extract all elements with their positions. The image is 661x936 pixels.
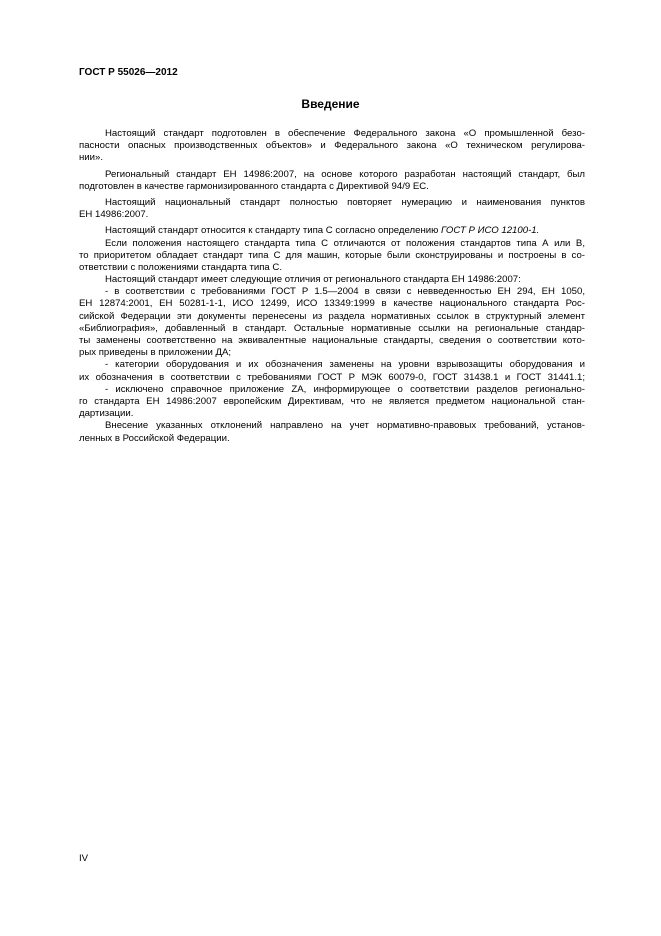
text-line: нии». [79, 152, 104, 164]
text-line: их обозначения в соответствии с требованиями ГОСТ Р МЭК 60079-0, ГОСТ 31438.1 и ГОСТ 31441.1; [79, 371, 585, 383]
paragraph [79, 225, 585, 274]
text-line: Если положения настоящего стандарта типа С отличаются от положения стандартов типа А или В, [105, 237, 585, 249]
paragraph [79, 197, 585, 221]
page-number: IV [79, 853, 89, 864]
text-line: ЕН 12874:2001, ЕН 50281-1-1, ИСО 12499, ИСО 13349:1999 в качестве национального стандарта Рос- [79, 298, 585, 310]
text-line: дартизации. [79, 408, 134, 420]
text-line [79, 225, 585, 237]
paragraph [79, 128, 585, 165]
text-line: Настоящий стандарт подготовлен в обеспечение Федерального закона «О промышленной безо- [105, 128, 585, 139]
paragraph [79, 274, 585, 445]
document-id: ГОСТ Р 55026—2012 [79, 67, 178, 78]
section-title: Введение [301, 97, 360, 111]
text-line: рых приведены в приложении ДА; [79, 347, 232, 359]
text-line: «Библиография», добавленный в стандарт. Остальные нормативные ссылки на региональные стандар- [79, 322, 585, 334]
text-line: - исключено справочное приложение ZA, информирующее о соответствии разделов регионально- [105, 383, 585, 395]
text-line: то приоритетом обладает стандарт типа С для машин, которые были сконструированы и построены в со- [79, 249, 585, 261]
text-line: Региональный стандарт ЕН 14986:2007, на основе которого разработан настоящий стандарт, был [105, 168, 585, 180]
text-line: го стандарта ЕН 14986:2007 европейским Директивам, что не является предметом национальной стан- [79, 395, 585, 407]
standard-reference: ГОСТ Р ИСО 12100-1. [441, 225, 540, 237]
text-run: Настоящий стандарт относится к стандарту типа С согласно определению [105, 225, 442, 237]
text-line: подготовлен в качестве гармонизированного стандарта с Директивой 94/9 ЕС. [79, 180, 429, 192]
paragraph [79, 169, 585, 193]
document-body [79, 128, 585, 445]
text-line: Внесение указанных отклонений направлено на учет нормативно-правовых требований, установ- [105, 420, 585, 432]
text-line: ответствии с положениями стандарта типа С. [79, 261, 283, 273]
text-line: пасности опасных производственных объектов» и Федерального закона «О техническом регулирова- [79, 140, 585, 152]
text-line: Настоящий национальный стандарт полностью повторяет нумерацию и наименования пунктов [105, 196, 585, 208]
text-line: сийской Федерации эти документы перенесены из раздела нормативных ссылок в структурный элемент [79, 310, 585, 322]
text-line: Настоящий стандарт имеет следующие отличия от регионального стандарта ЕН 14986:2007: [105, 274, 521, 286]
text-line: ЕН 14986:2007. [79, 209, 149, 221]
text-line: - в соответствии с требованиями ГОСТ Р 1.5—2004 в связи с невведенностью ЕН 294, ЕН 1050, [105, 286, 585, 298]
text-line: ленных в Российской Федерации. [79, 432, 230, 444]
text-line: - категории оборудования и их обозначения заменены на уровни взрывозащиты оборудования и [105, 359, 585, 371]
text-line: ты заменены соответственно на эквивалентные национальные стандарты, сведения о соответствии кото- [79, 335, 585, 346]
